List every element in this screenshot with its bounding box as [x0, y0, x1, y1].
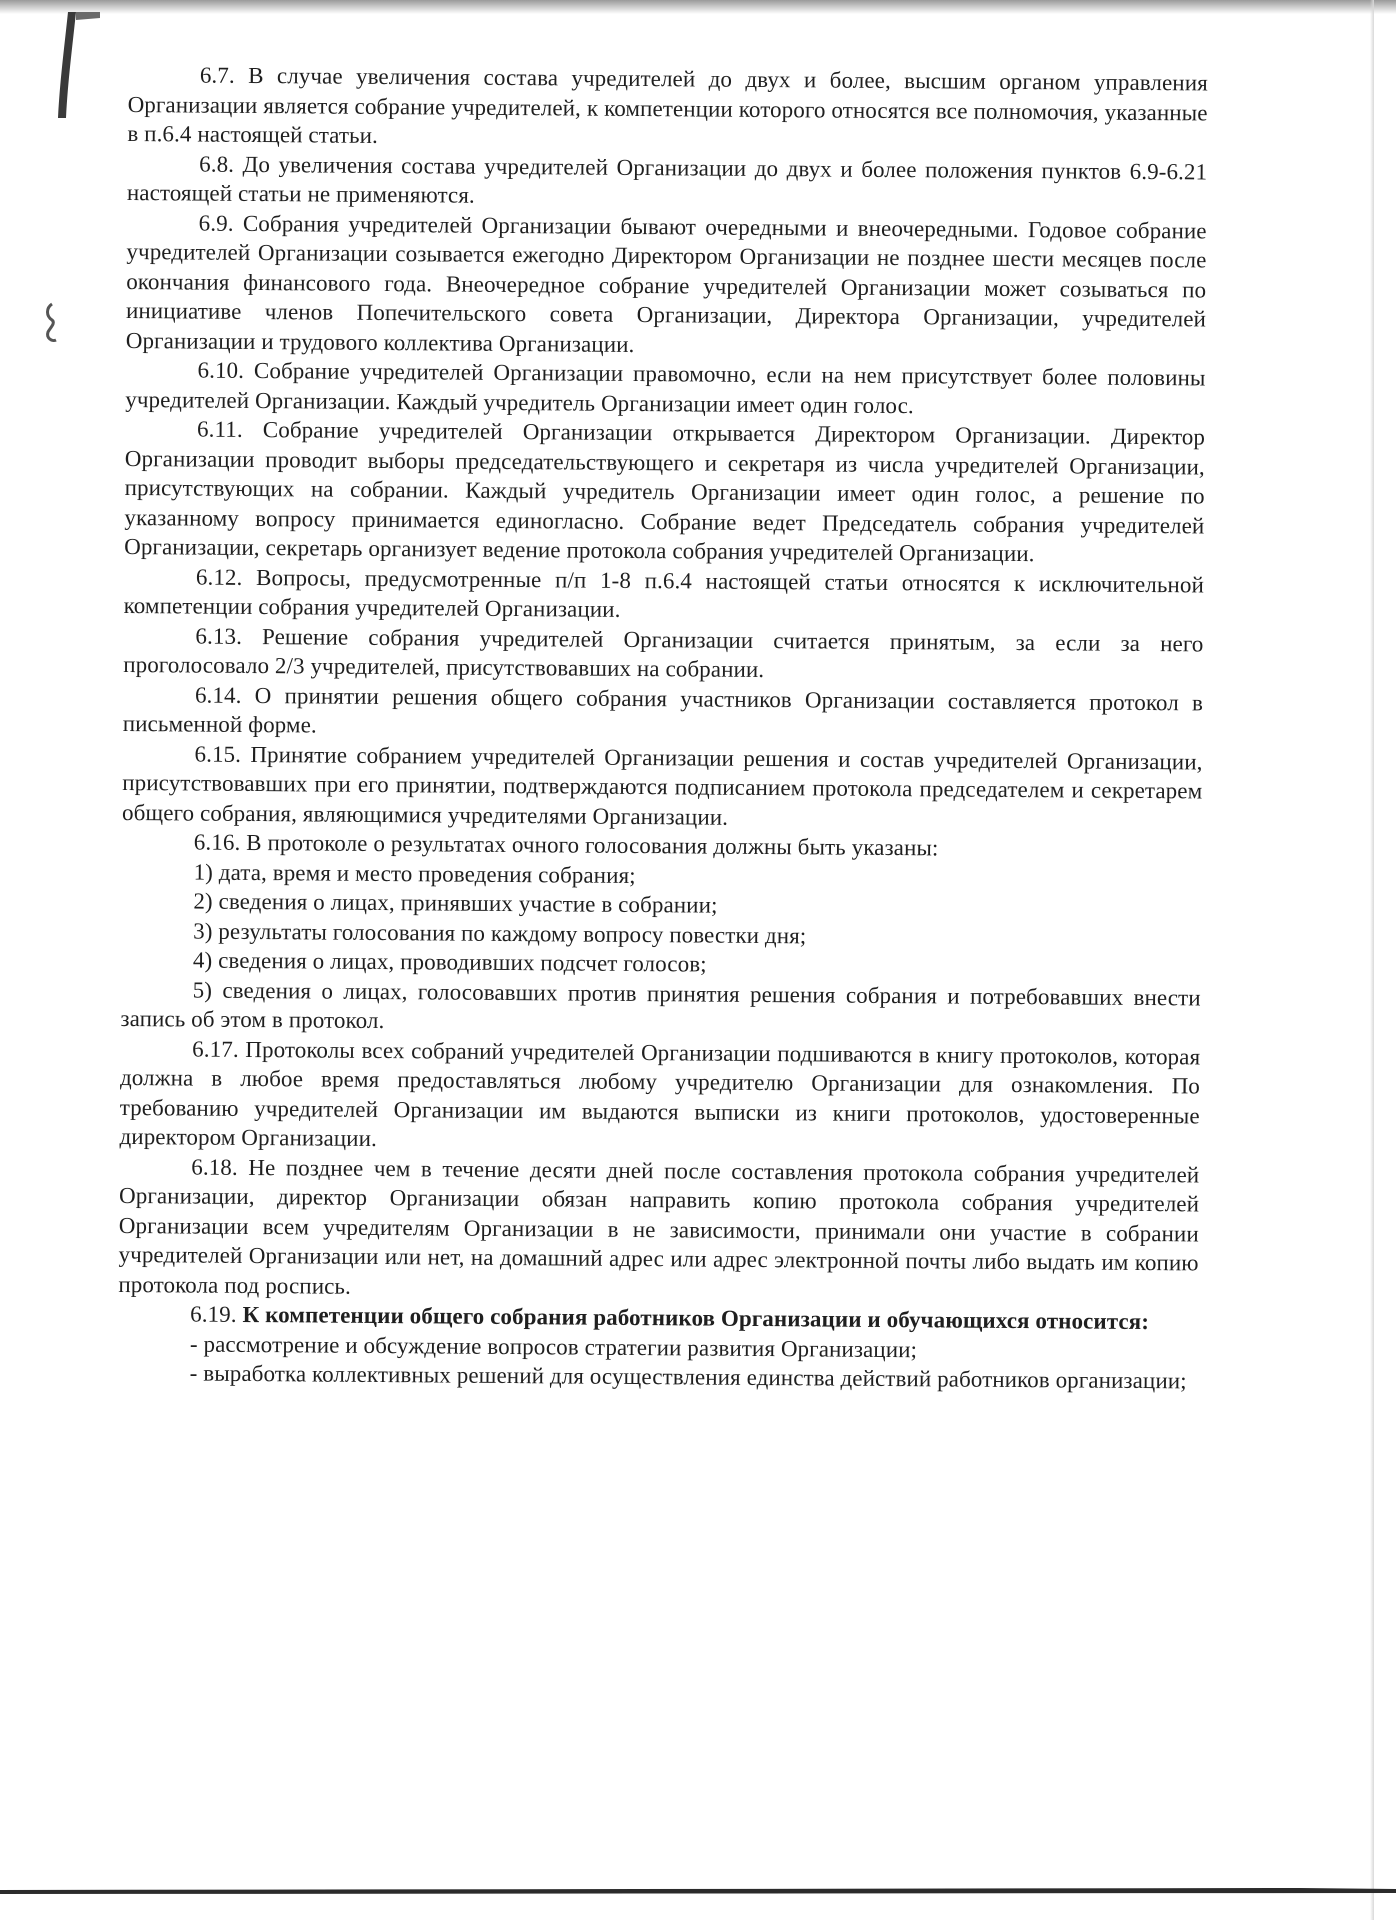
list-item: - рассмотрение и обсуждение вопросов стратегии развития Организации; — [189, 1331, 918, 1362]
paragraph-6-8: 6.8. До увеличения состава учредителей Организации до двух и более положения пунктов 6.9-6.21 настоящей статьи не применяются. — [126, 151, 1208, 208]
paragraph-6-12: 6.12. Вопросы, предусмотренные п/п 1-8 п.6.4 настоящей статьи относятся к исключительной компетенции собрания учредителей Организации. — [123, 564, 1205, 622]
paragraph-6-18: 6.18. Не позднее чем в течение десяти дней после составления протокола собрания учредителей Организации, директор Организации обязан направить копию протокола собрания учредителей Организации всем учредителям Организации в не зависимости, принимали они участие в собрании учредителей Организации или нет, на домашний адрес или адрес электронной почты либо выдать им копию протокола под роспись. — [118, 1154, 1200, 1299]
paragraph-6-14: 6.14. О принятии решения общего собрания участников Организации составляется протокол в письменной форме. — [122, 682, 1204, 738]
list-item: 4) сведения о лицах, проводивших подсчет голосов; — [192, 947, 707, 977]
scan-staple-mark — [40, 10, 100, 120]
scan-right-edge — [1370, 0, 1374, 1920]
list-item: 5) сведения о лицах, голосовавших против принятия решения собрания и потребовавших внести запись об этом в протокол. — [120, 977, 1201, 1034]
list-item: 1) дата, время и место проведения собрания; — [193, 859, 636, 888]
paragraph-6-10: 6.10. Собрание учредителей Организации правомочно, если на нем присутствует более половины учредителей Организации. Каждый учредитель Организации имеет один голос. — [125, 357, 1206, 418]
paragraph-6-19-number: 6.19. — [190, 1301, 237, 1327]
paragraph-6-17: 6.17. Протоколы всех собраний учредителей Организации подшиваются в книгу протоколов, которая должна в любое время предоставляться любому учредителю Организации для ознакомления. По требованию учредителей Организации им выдаются выписки из книги протоколов, удостоверенные директором Организации. — [119, 1036, 1201, 1151]
list-item: - выработка коллективных решений для осуществления единства действий работников организации; — [189, 1360, 1187, 1394]
paragraph-6-11: 6.11. Собрание учредителей Организации открывается Директором Организации. Директор Организации проводит выборы председательствующего и секретаря из числа учредителей Организации, присутствующих на собрании. Каждый учредитель Организации имеет один голос, а решение по указанному вопросу принимается единогласно. Собрание ведет Председатель собрания учредителей Организации, секретарь организует ведение протокола собрания учредителей Организации. — [124, 416, 1206, 567]
paragraph-6-15: 6.15. Принятие собранием учредителей Организации решения и состав учредителей Организации, присутствовавших при его принятии, подтверждаются подписанием протокола председателем и секретарем общего собрания, являющимися учредителями Организации. — [121, 741, 1203, 830]
paragraph-6-16: 6.16. В протоколе о результатах очного голосования должны быть указаны: — [193, 829, 939, 861]
paragraph-6-19-heading: К компетенции общего собрания работников Организации и обучающихся относится: — [242, 1301, 1150, 1335]
list-item: 2) сведения о лицах, принявших участие в собрании; — [193, 888, 718, 918]
list-item: 3) результаты голосования по каждому вопросу повестки дня; — [193, 918, 807, 948]
paragraph-6-13: 6.13. Решение собрания учредителей Организации считается принятым, за если за него проголосовало 2/3 учредителей, присутствовавших на собрании. — [123, 623, 1204, 683]
paragraph-6-7: 6.7. В случае увеличения состава учредителей до двух и более, высшим органом управления Организации является собрание учредителей, к компетенции которого относятся все полномочия, указанные в п.6.4 настоящей статьи. — [127, 62, 1208, 148]
scan-top-edge — [0, 0, 1396, 14]
paragraph-6-9: 6.9. Собрания учредителей Организации бывают очередными и внеочередными. Годовое собрание учредителей Организации созывается ежегодно Директором Организации не позднее шести месяцев после окончания финансового года. Внеочередное собрание учредителей Организации может созываться по инициативе членов Попечительского совета Организации, Директора Организации, учредителей Организации и трудового коллектива Организации. — [125, 210, 1207, 357]
scan-bottom-edge — [0, 1887, 1396, 1895]
document-page — [118, 60, 1208, 1396]
scan-hole-mark — [42, 300, 66, 346]
